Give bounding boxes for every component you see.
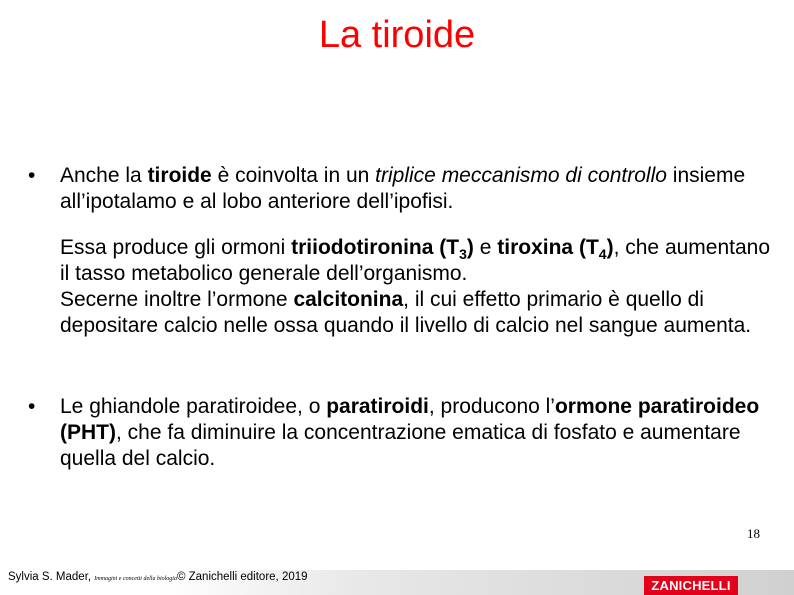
keyword-paratiroidi: paratiroidi [326, 395, 429, 418]
keyword-t3 [291, 236, 474, 262]
text-run: , il cui effetto primario è quello di depositare calcio nelle ossa quando il livello di calcio nel sangue aumenta. [60, 288, 752, 337]
subscript: 4 [598, 246, 607, 262]
text-run: ) [606, 236, 614, 259]
keyword-t4 [497, 236, 614, 262]
slide-title: La tiroide [318, 14, 476, 56]
keyword-tiroide: tiroide [147, 164, 212, 187]
text-run: , producono l’ [428, 395, 555, 418]
paragraph-thyroid-control [60, 163, 775, 215]
emphasis-triplice: triplice meccanismo di controllo [375, 164, 667, 187]
subscript: 3 [459, 246, 467, 262]
text-run: Secerne inoltre l’ormone [60, 288, 294, 311]
text-run: è coinvolta in un [211, 164, 376, 187]
paragraph-calcitonin [60, 287, 775, 339]
bullet-marker: • [28, 395, 36, 418]
text-run: insieme all’ipotalamo e al lobo anteriore dell’ipofisi. [60, 164, 746, 213]
text-run: ) [466, 236, 474, 259]
text-run: Essa produce gli ormoni [60, 236, 292, 259]
text-run: Le ghiandole paratiroidee, o [60, 395, 327, 418]
text-run: , che fa diminuire la concentrazione ematica di fosfato e aumentare quella del calcio. [60, 421, 741, 470]
footer-author: Sylvia S. Mader, [8, 571, 95, 583]
footer-book-title: Immagini e concetti della biologia [94, 576, 177, 582]
text-run: Anche la [60, 164, 148, 187]
keyword-ormone-paratiroideo: ormone paratiroideo (PHT) [60, 395, 760, 444]
text-run: tiroxina (T [497, 236, 599, 259]
text-run: triiodotironina (T [291, 236, 460, 259]
page-number: 18 [747, 526, 760, 541]
zanichelli-logo: ZANICHELLI [644, 576, 738, 595]
text-run: e [473, 236, 498, 259]
paragraph-parathyroid [60, 394, 775, 472]
paragraph-hormones [60, 235, 775, 287]
bullet-marker: • [28, 164, 36, 187]
text-run: , che aumentano il tasso metabolico generale dell’organismo. [60, 236, 771, 285]
footer-copyright: © Zanichelli editore, 2019 [176, 571, 308, 583]
keyword-calcitonina: calcitonina [293, 288, 404, 311]
footer-credits [8, 571, 308, 583]
